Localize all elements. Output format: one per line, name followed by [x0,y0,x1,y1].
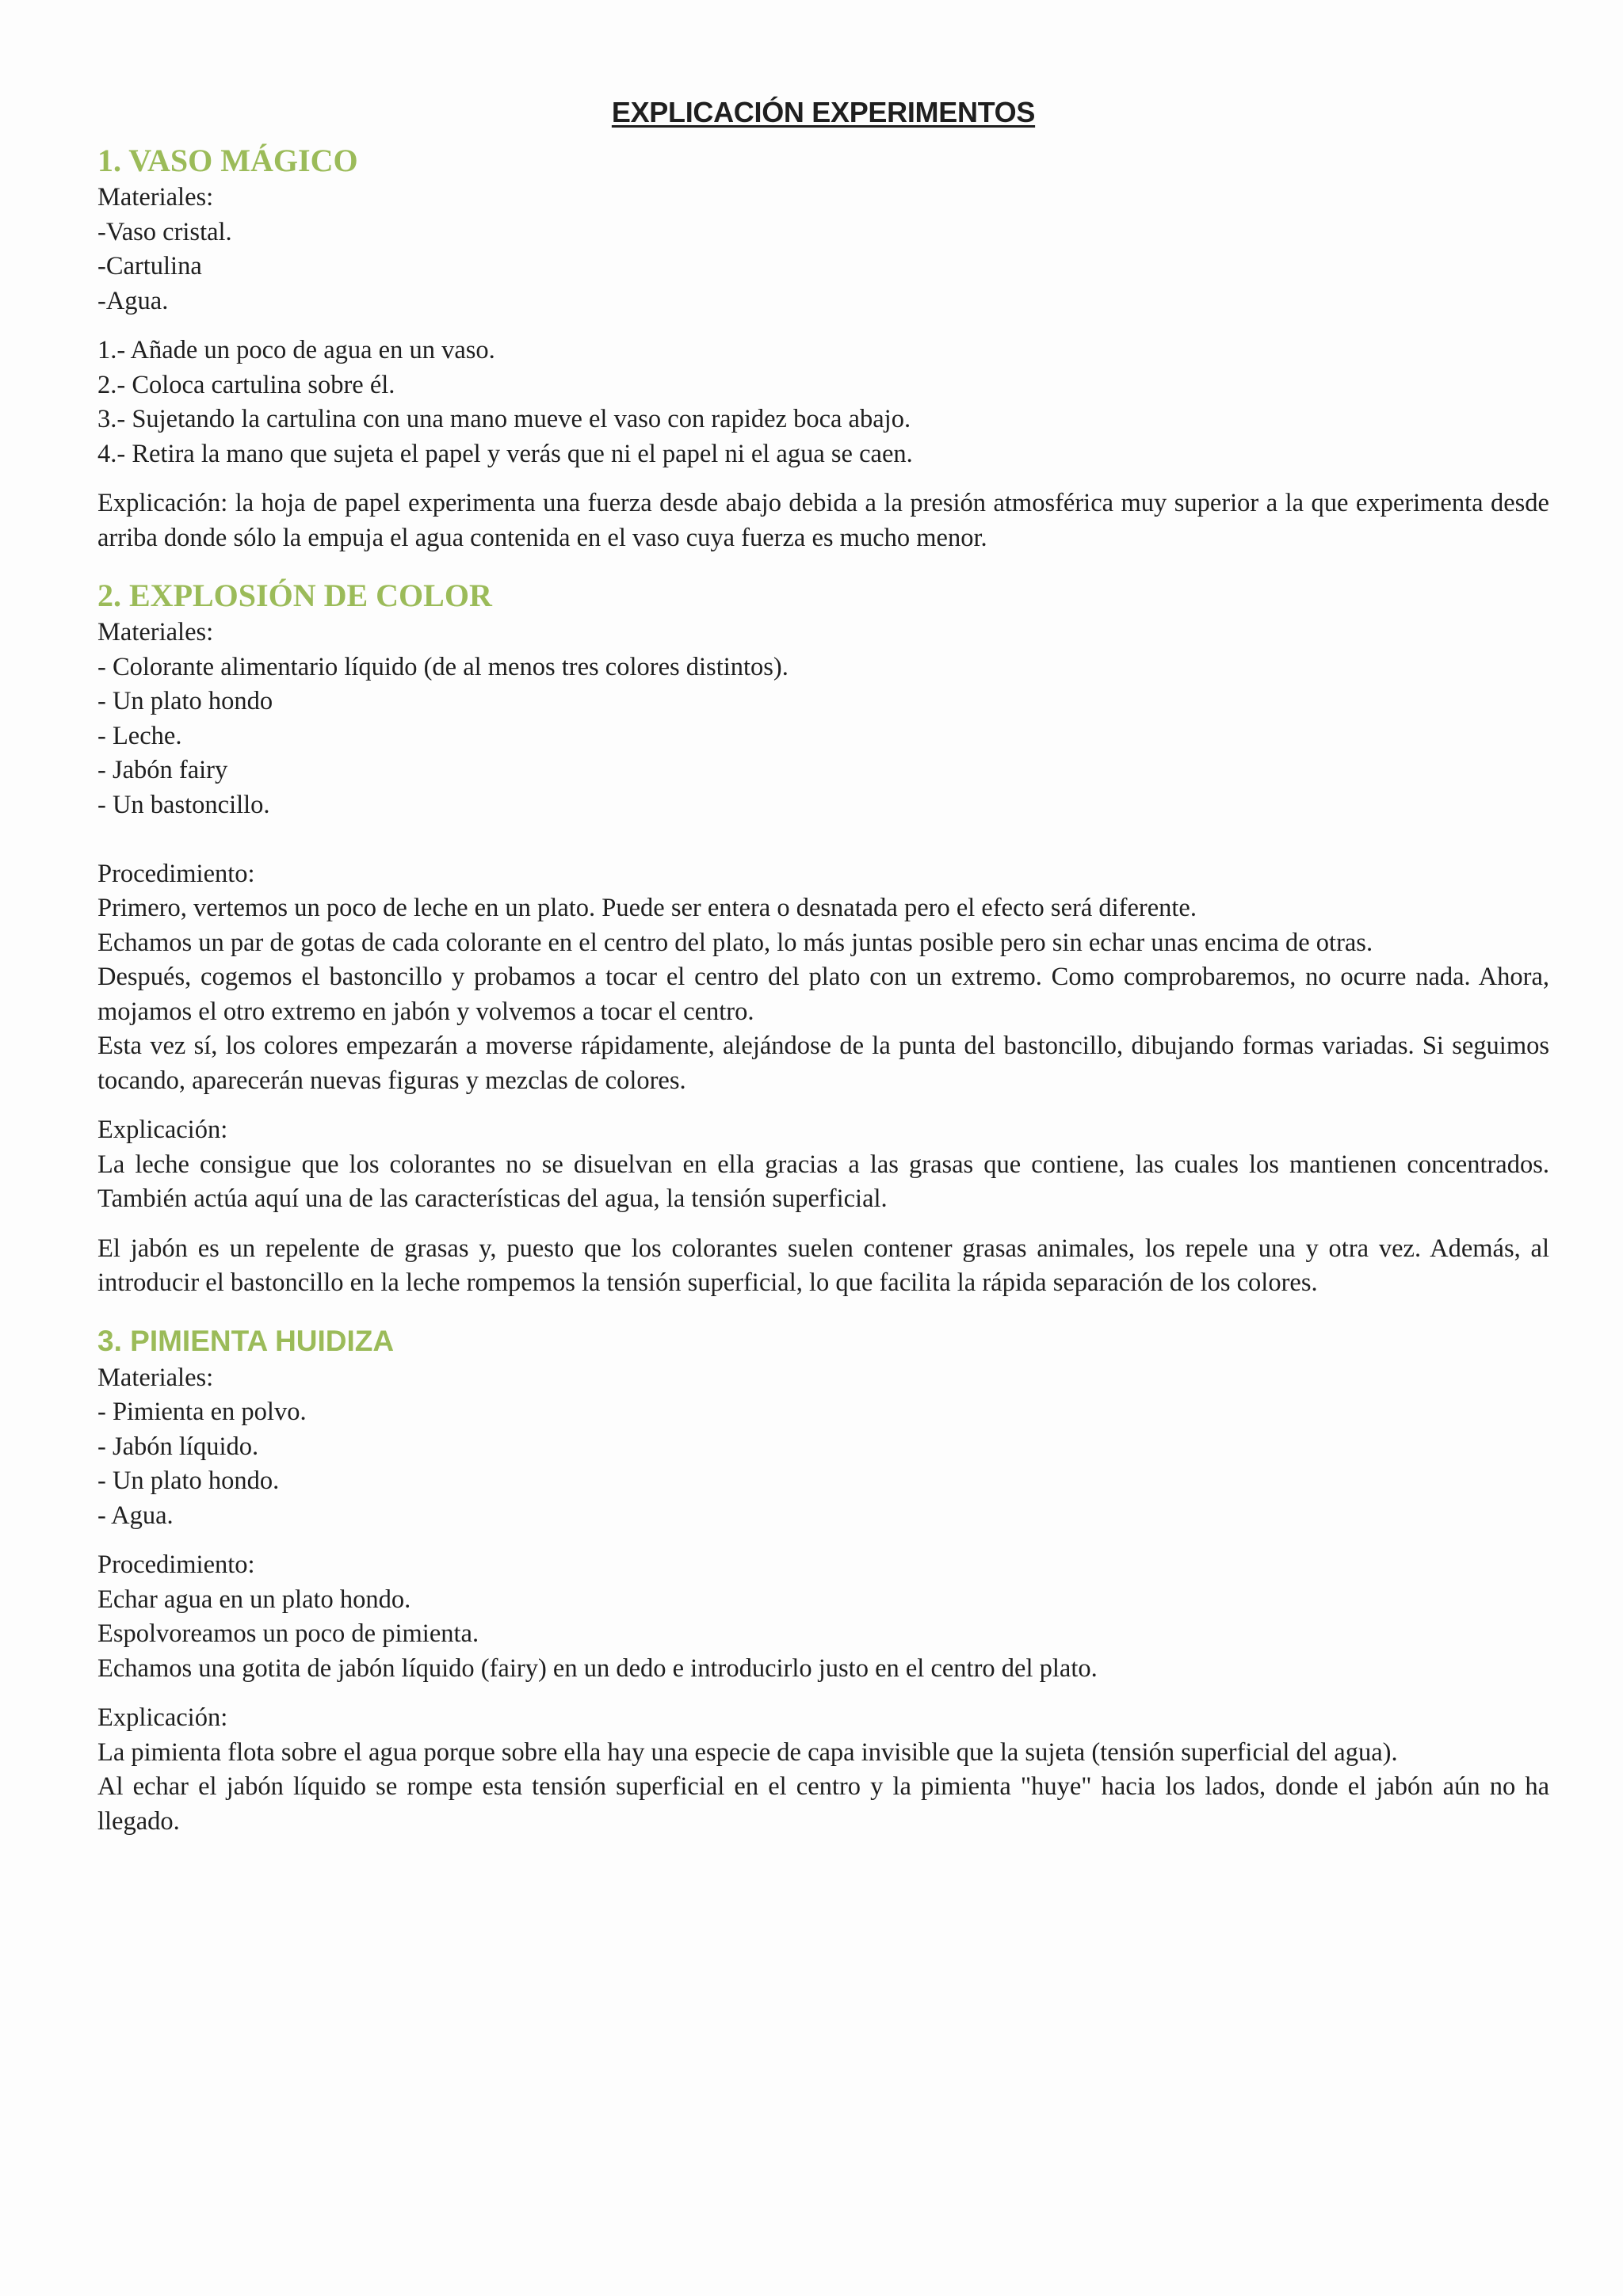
materials-label: Materiales: [97,1363,214,1392]
section-pimienta-huidiza [97,1322,1549,1840]
material-item: - Pimienta en polvo. [97,1398,307,1426]
section-heading: 1. VASO MÁGICO [97,143,358,178]
section-heading: 3. PIMIENTA HUIDIZA [97,1324,395,1357]
material-item: - Un bastoncillo. [97,790,270,819]
procedure-label: Procedimiento: [97,1550,255,1579]
explanation-label: Explicación: [97,1116,228,1144]
material-item: -Cartulina [97,252,202,280]
explanation-paragraph: Explicación: la hoja de papel experimenta una fuerza desde abajo debida a la presión atmosférica muy superior a la que experimenta desde arriba donde sólo la empuja el agua contenida en el vaso cuya fuerza es mucho menor. [97,489,1549,552]
material-item: - Un plato hondo [97,687,273,715]
step-item: 4.- Retira la mano que sujeta el papel y verás que ni el papel ni el agua se caen. [97,439,913,468]
material-item: - Colorante alimentario líquido (de al menos tres colores distintos). [97,652,789,681]
procedure-paragraph: Echamos una gotita de jabón líquido (fairy) en un dedo e introducirlo justo en el centro del plato. [97,1653,1098,1683]
section-vaso-magico [97,141,1549,555]
procedure-paragraph: Esta vez sí, los colores empezarán a moverse rápidamente, alejándose de la punta del bastoncillo, dibujando formas variadas. Si seguimos tocando, aparecerán nuevas figuras y mezclas de colores. [97,1032,1549,1095]
explanation-paragraph: El jabón es un repelente de grasas y, puesto que los colorantes suelen contener grasas animales, los repele una y otra vez. Además, al introducir el bastoncillo en la leche rompemos la tensión superficial, lo que facilita la rápida separación de los colores. [97,1234,1549,1297]
explanation-paragraph: La pimienta flota sobre el agua porque sobre ella hay una especie de capa invisible que la sujeta (tensión superficial del agua). [97,1737,1398,1767]
step-item: 2.- Coloca cartulina sobre él. [97,370,395,399]
explanation-paragraph: La leche consigue que los colorantes no se disuelvan en ella gracias a las grasas que contiene, las cuales los mantienen concentrados. También actúa aquí una de las características del agua, la tensión superficial. [97,1150,1549,1213]
material-item: - Un plato hondo. [97,1466,280,1495]
explanation-paragraph: Al echar el jabón líquido se rompe esta tensión superficial en el centro y la pimienta "huye" hacia los lados, donde el jabón aún no ha llegado. [97,1772,1549,1836]
document-content [97,93,1549,1839]
procedure-label: Procedimiento: [97,859,255,888]
materials-label: Materiales: [97,183,214,212]
step-item: 3.- Sujetando la cartulina con una mano mueve el vaso con rapidez boca abajo. [97,405,911,433]
explanation-label: Explicación: [97,1703,228,1732]
material-item: - Jabón líquido. [97,1432,259,1461]
material-item: - Jabón fairy [97,756,228,784]
materials-label: Materiales: [97,618,214,646]
procedure-paragraph: Después, cogemos el bastoncillo y probamos a tocar el centro del plato con un extremo. Como comprobaremos, no ocurre nada. Ahora, mojamos el otro extremo en jabón y volvemos a tocar el centro. [97,963,1549,1026]
document-title: EXPLICACIÓN EXPERIMENTOS [611,96,1036,128]
procedure-paragraph: Echar agua en un plato hondo. [97,1585,411,1614]
procedure-paragraph: Echamos un par de gotas de cada colorante en el centro del plato, lo más juntas posible pero sin echar unas encima de otras. [97,928,1373,957]
material-item: -Agua. [97,286,169,315]
step-item: 1.- Añade un poco de agua en un vaso. [97,336,495,364]
section-explosion-de-color [97,576,1549,1301]
procedure-paragraph: Primero, vertemos un poco de leche en un plato. Puede ser entera o desnatada pero el efecto será diferente. [97,894,1197,922]
material-item: - Agua. [97,1501,174,1530]
section-heading: 2. EXPLOSIÓN DE COLOR [97,578,492,613]
procedure-paragraph: Espolvoreamos un poco de pimienta. [97,1619,479,1648]
material-item: - Leche. [97,721,182,750]
material-item: -Vaso cristal. [97,217,232,246]
